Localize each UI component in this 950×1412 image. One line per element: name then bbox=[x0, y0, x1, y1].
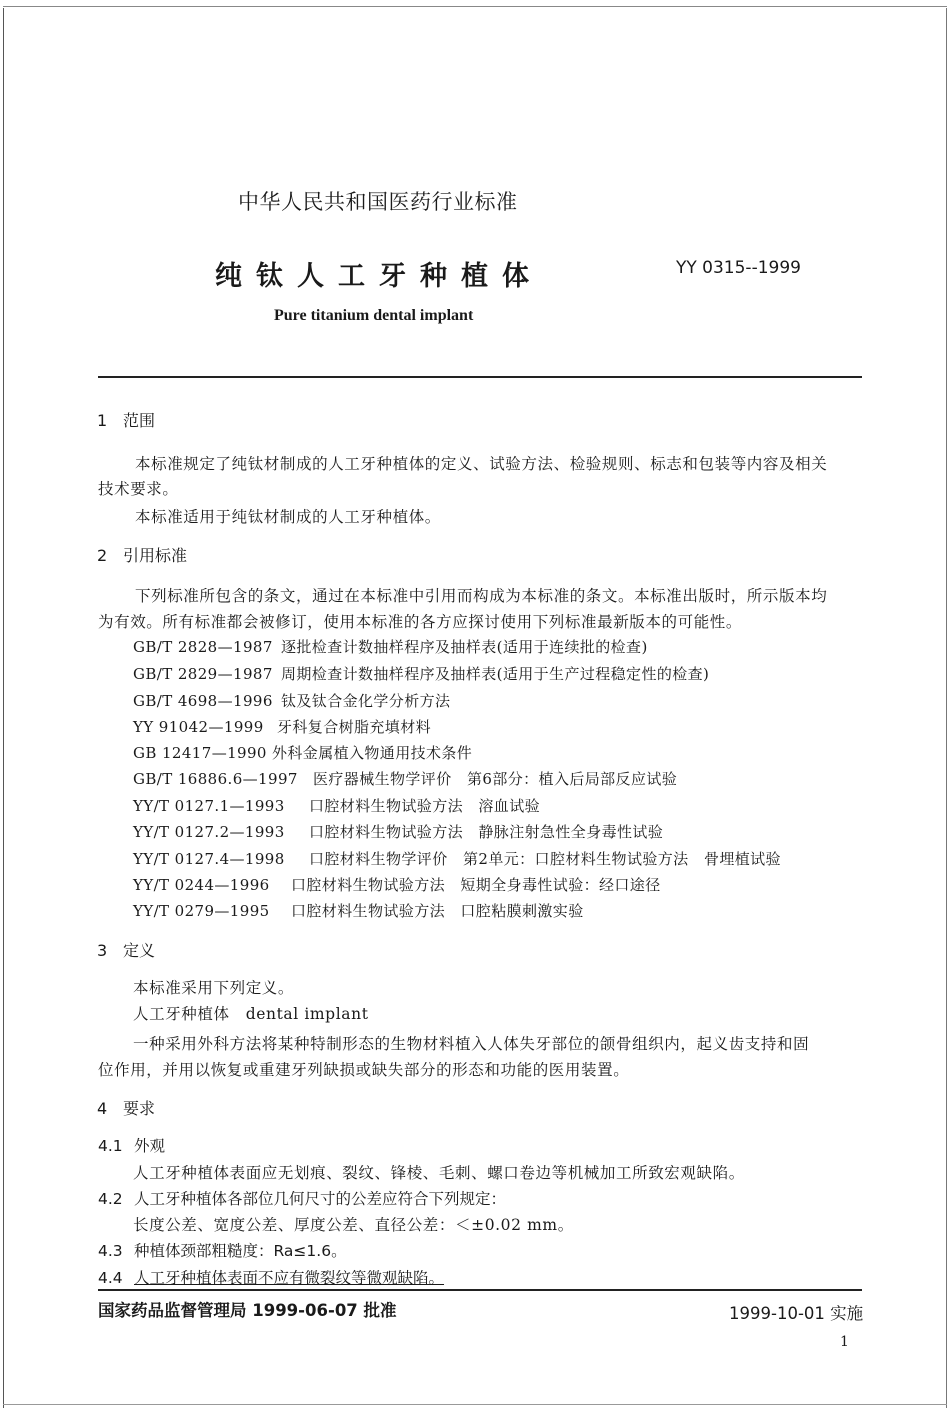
reference-code: YY 91042—1999 bbox=[133, 718, 264, 736]
clause-title: 外观 bbox=[134, 1137, 166, 1155]
reference-title: 医疗器械生物学评价 第6部分：植入后局部反应试验 bbox=[313, 770, 678, 788]
reference-title: 逐批检查计数抽样程序及抽样表(适用于连续批的检查) bbox=[281, 638, 648, 656]
clause-4-2-heading bbox=[98, 1187, 506, 1209]
footer-rule bbox=[98, 1289, 862, 1291]
scan-border-bottom bbox=[3, 1404, 947, 1405]
scan-border-top bbox=[3, 6, 947, 7]
section-2-heading bbox=[97, 543, 187, 566]
clause-4-1-heading bbox=[98, 1134, 165, 1156]
paragraph-line: 人工牙种植体表面应无划痕、裂纹、锋棱、毛刺、螺口卷边等机械加工所致宏观缺陷。 bbox=[133, 1164, 745, 1182]
definition-term: 人工牙种植体 dental implant bbox=[133, 1005, 369, 1023]
reference-code: YY/T 0244—1996 bbox=[133, 876, 270, 894]
paragraph-line: 一种采用外科方法将某种特制形态的生物材料植入人体失牙部位的颌骨组织内，起义齿支持和固 bbox=[133, 1035, 810, 1053]
reference-code: GB/T 4698—1996 bbox=[133, 692, 273, 710]
paragraph-line: 为有效。所有标准都会被修订，使用本标准的各方应探讨使用下列标准最新版本的可能性。 bbox=[98, 613, 743, 631]
reference-code: YY/T 0127.4—1998 bbox=[133, 850, 285, 868]
document-title: 纯钛人工牙种植体 bbox=[215, 261, 543, 292]
paragraph-line: 技术要求。 bbox=[98, 480, 179, 498]
section-title: 引用标准 bbox=[123, 546, 188, 565]
reference-code: GB/T 2829—1987 bbox=[133, 665, 273, 683]
reference-title: 周期检查计数抽样程序及抽样表(适用于生产过程稳定性的检查) bbox=[281, 665, 710, 683]
reference-item bbox=[133, 848, 781, 869]
reference-code: YY/T 0127.2—1993 bbox=[133, 823, 285, 841]
reference-title: 口腔材料生物试验方法 口腔粘膜刺激实验 bbox=[291, 902, 584, 920]
reference-item bbox=[133, 690, 450, 711]
paragraph-line: 下列标准所包含的条文，通过在本标准中引用而构成为本标准的条文。本标准出版时，所示版本均 bbox=[135, 587, 828, 605]
standard-category: 中华人民共和国医药行业标准 bbox=[238, 190, 518, 214]
section-title: 定义 bbox=[123, 941, 156, 960]
reference-title: 钛及钛合金化学分析方法 bbox=[281, 692, 451, 710]
paragraph-line: 位作用，并用以恢复或重建牙列缺损或缺失部分的形态和功能的医用装置。 bbox=[98, 1061, 630, 1079]
reference-title: 口腔材料生物试验方法 短期全身毒性试验：经口途径 bbox=[291, 876, 661, 894]
reference-item bbox=[133, 900, 584, 921]
english-title: Pure titanium dental implant bbox=[274, 307, 474, 324]
reference-title: 外科金属植入物通用技术条件 bbox=[272, 744, 473, 762]
standard-code: YY 0315--1999 bbox=[676, 258, 801, 278]
paragraph-line: 本标准采用下列定义。 bbox=[133, 979, 295, 997]
reference-code: GB 12417—1990 bbox=[133, 744, 267, 762]
reference-code: YY/T 0127.1—1993 bbox=[133, 797, 285, 815]
clause-text: 人工牙种植体表面不应有微裂纹等微观缺陷。 bbox=[134, 1269, 445, 1287]
section-1-heading bbox=[97, 408, 155, 431]
reference-code: GB/T 16886.6—1997 bbox=[133, 770, 298, 788]
reference-item bbox=[133, 821, 663, 842]
clause-number: 4.2 bbox=[98, 1190, 123, 1208]
reference-title: 口腔材料生物试验方法 静脉注射急性全身毒性试验 bbox=[309, 823, 664, 841]
section-number: 2 bbox=[97, 546, 108, 565]
scan-border-left bbox=[3, 8, 4, 1408]
page-number: 1 bbox=[840, 1334, 849, 1350]
reference-item bbox=[133, 768, 677, 789]
section-title: 范围 bbox=[123, 411, 156, 430]
reference-item bbox=[133, 636, 648, 657]
section-title: 要求 bbox=[123, 1099, 156, 1118]
clause-number: 4.4 bbox=[98, 1269, 123, 1287]
reference-item bbox=[133, 874, 661, 895]
reference-code: YY/T 0279—1995 bbox=[133, 902, 270, 920]
clause-number: 4.3 bbox=[98, 1242, 123, 1260]
scan-border-right bbox=[946, 8, 947, 1408]
section-4-heading bbox=[97, 1096, 155, 1119]
section-number: 1 bbox=[97, 411, 108, 430]
reference-title: 口腔材料生物学评价 第2单元：口腔材料生物试验方法 骨埋植试验 bbox=[309, 850, 781, 868]
section-number: 4 bbox=[97, 1099, 108, 1118]
reference-code: GB/T 2828—1987 bbox=[133, 638, 273, 656]
header-rule bbox=[98, 376, 862, 378]
clause-4-3 bbox=[98, 1239, 347, 1261]
reference-item bbox=[133, 663, 709, 684]
reference-title: 牙科复合树脂充填材料 bbox=[277, 718, 432, 736]
reference-item bbox=[133, 716, 431, 737]
effective-date: 1999-10-01 实施 bbox=[729, 1304, 864, 1323]
section-number: 3 bbox=[97, 941, 108, 960]
paragraph-line: 本标准适用于纯钛材制成的人工牙种植体。 bbox=[135, 508, 441, 526]
clause-title: 人工牙种植体各部位几何尺寸的公差应符合下列规定： bbox=[134, 1190, 507, 1208]
section-3-heading bbox=[97, 938, 155, 961]
reference-title: 口腔材料生物试验方法 溶血试验 bbox=[309, 797, 541, 815]
paragraph-line: 长度公差、宽度公差、厚度公差、直径公差：＜±0.02 mm。 bbox=[133, 1216, 574, 1234]
clause-text: 种植体颈部粗糙度：Ra≤1.6。 bbox=[134, 1242, 347, 1260]
paragraph-line: 本标准规定了纯钛材制成的人工牙种植体的定义、试验方法、检验规则、标志和包装等内容及相关 bbox=[135, 455, 828, 473]
clause-4-4 bbox=[98, 1266, 444, 1288]
clause-number: 4.1 bbox=[98, 1137, 123, 1155]
reference-item bbox=[133, 795, 540, 816]
approval-line: 国家药品监督管理局 1999-06-07 批准 bbox=[98, 1301, 397, 1320]
reference-item bbox=[133, 742, 472, 763]
